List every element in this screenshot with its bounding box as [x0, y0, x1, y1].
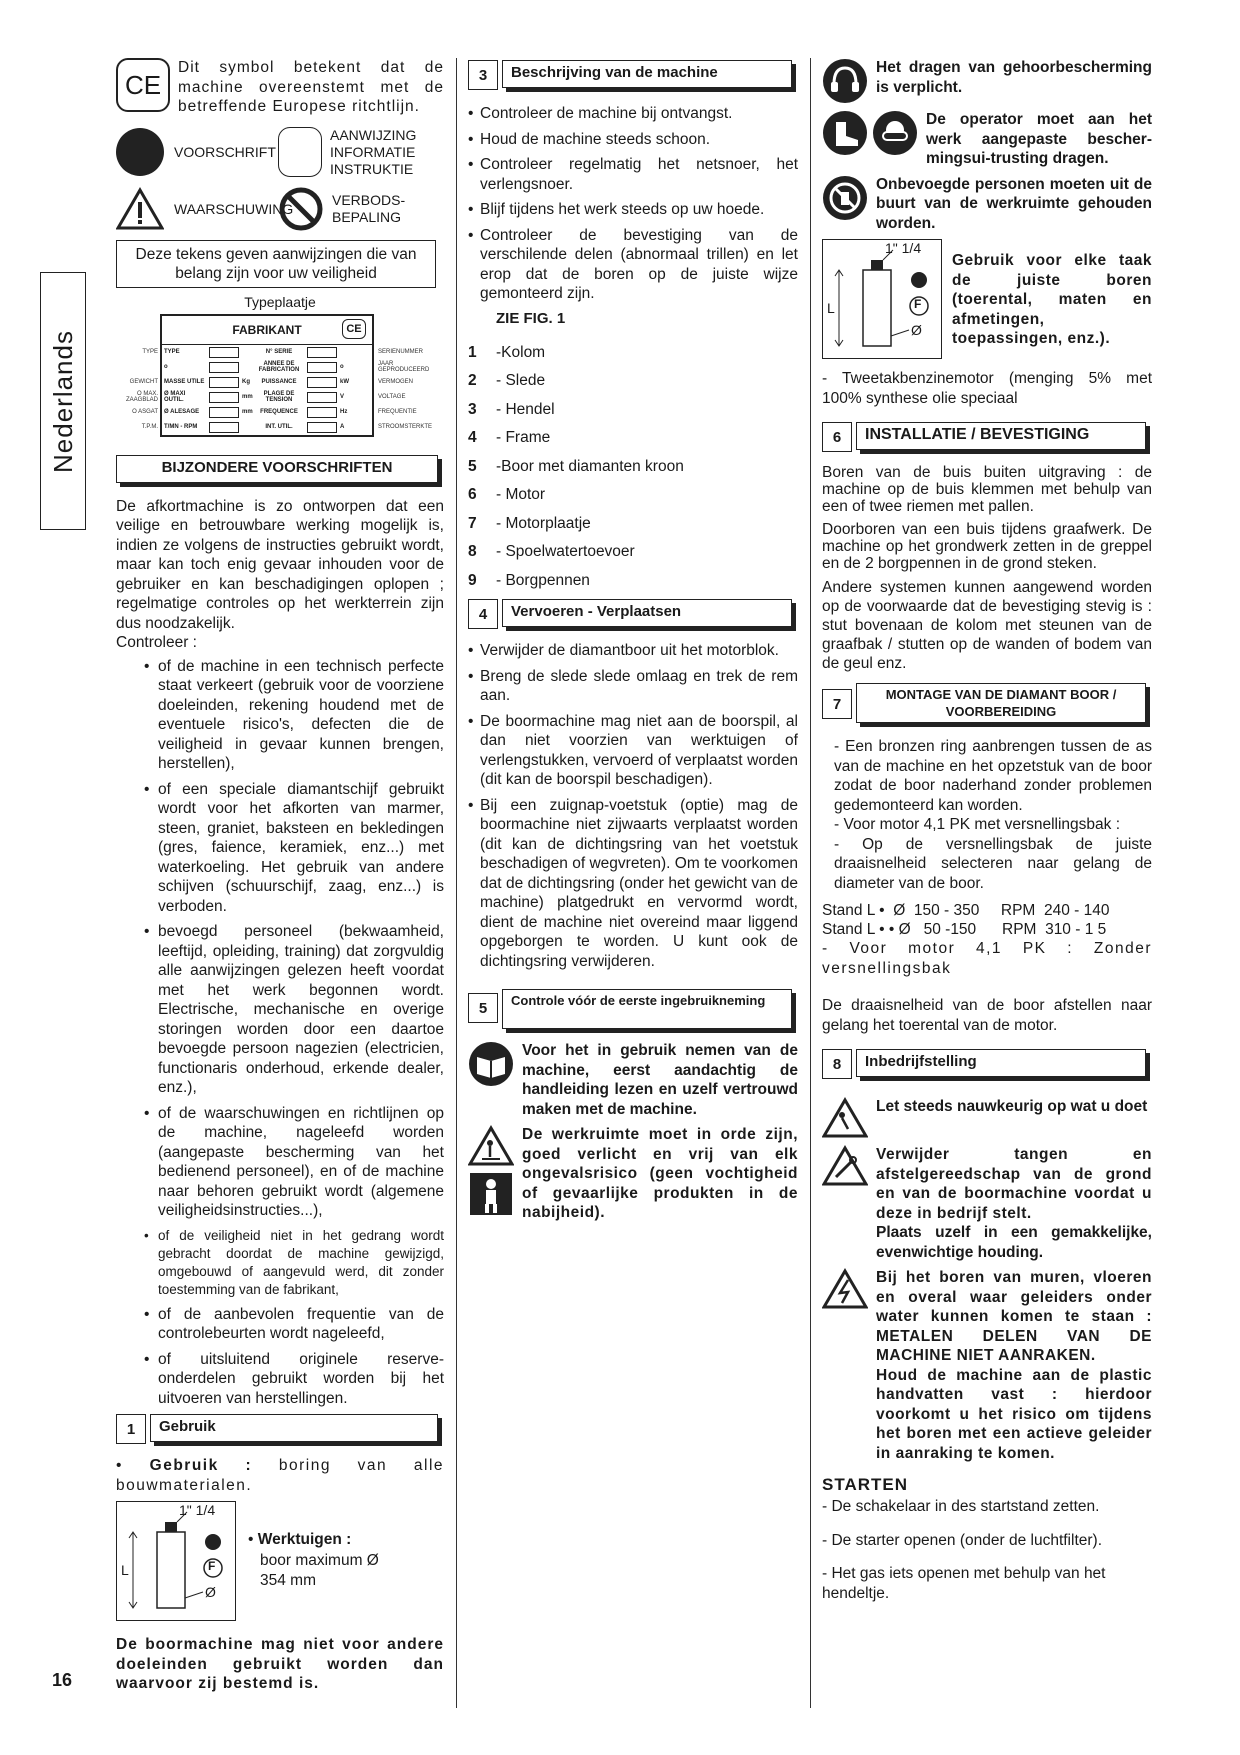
controleer-item: • of de veiligheid niet in het gedrang wordt gebracht doordat de machine gewijzigd, omgebouwd of aangevuld werd, dit zonder toestemming van de fabrikant,	[116, 1227, 444, 1299]
column-2	[468, 58, 798, 1229]
information-icon	[278, 127, 322, 177]
part-label: - Slede	[496, 372, 546, 389]
part-label: - Motorplaatje	[496, 514, 591, 532]
part-item	[468, 485, 798, 504]
column-divider-1	[456, 58, 457, 1708]
start-step: - De starter openen (onder de luchtfilter).	[822, 1531, 1102, 1549]
plate-cell	[209, 377, 239, 388]
plate-cell	[209, 362, 239, 373]
remove-tools-text: Verwijder tangen en afstelgereedschap van de grond en van de boormachine voordat u deze in bedrijf stelt.	[876, 1146, 1152, 1222]
voorschrift-label: VOORSCHRIFT	[174, 144, 276, 160]
controleer-item: • of de machine in een technisch perfecte staat verkeert (gebruik voor de voorziene doeleinden, rekening houdend met de eventuele risico's, defecten die de veiligheid in gevaar kunnen brengen, herstellen),	[116, 657, 444, 774]
drill-bit-diagram-2	[822, 239, 942, 359]
metal-parts-text: Bij het boren van muren, vloeren en overal waar geleiders onder water kunnen komen te staan : METALEN DELEN VAN DE MACHINE NIET AANRAKEN.	[876, 1269, 1152, 1364]
language-tab	[40, 272, 86, 530]
section-4-list	[468, 641, 798, 971]
part-number: 8	[468, 543, 477, 560]
section-6-header	[822, 422, 1152, 452]
safety-goggles-icon	[872, 110, 918, 156]
plate-field-2: PLAGE DE TENSION	[263, 391, 295, 403]
plate-row	[142, 345, 424, 360]
plate-unit-1: mm	[242, 394, 253, 400]
section-7-list	[822, 737, 1152, 893]
plate-cell	[209, 392, 239, 403]
part-item	[468, 343, 798, 362]
aanwijzing-label: AANWIJZING INFORMATIE INSTRUKTIE	[330, 126, 417, 177]
section-7-number: 7	[822, 689, 852, 719]
section-6-p1: Boren van de buis buiten uitgraving : de machine op de buis klemmen met behulp van een of twee riemen met pallen.	[822, 464, 1152, 515]
plate-header	[162, 316, 372, 345]
drill-f-label-2: F	[914, 297, 922, 311]
plate-label-right: VOLTAGE	[378, 394, 406, 400]
drill-f-label: F	[208, 1559, 216, 1573]
ear-protection-text: Het dragen van gehoorbescherming is verplicht.	[876, 59, 1152, 96]
section-3-item: • Controleer regelmatig het netsnoer, het verlengsnoer.	[468, 155, 798, 194]
start-step: - De schakelaar in des startstand zetten.	[822, 1498, 1100, 1515]
controleer-label: Controleer :	[116, 634, 197, 651]
plate-field-2: N° SERIE	[265, 349, 293, 355]
part-label: - Spoelwatertoevoer	[496, 543, 635, 560]
part-item	[468, 571, 798, 590]
plate-row	[141, 420, 433, 435]
column-3	[822, 58, 1152, 1617]
drill-bit-svg	[117, 1502, 235, 1620]
part-label: -Boor met diamanten kroon	[496, 457, 684, 475]
plate-label-right: VERMOGEN	[378, 379, 414, 385]
plate-field-2: PUISSANCE	[261, 379, 297, 385]
ce-mark-label: CE	[124, 69, 162, 100]
gebruik-paragraph: • Gebruik : boring van alle bouwmaterialen.	[116, 1457, 445, 1494]
section-7-item: - Voor motor 4,1 PK met versnellingsbak :	[834, 816, 1121, 833]
warning-triangle-icon	[116, 187, 164, 231]
drill-diameter-label: Ø	[205, 1584, 216, 1600]
section-3-item: • Controleer de machine bij ontvangst.	[468, 104, 798, 124]
remove-tools-row	[822, 1145, 1152, 1262]
gebruik-label: Gebruik :	[149, 1457, 253, 1474]
plate-cell	[307, 407, 337, 418]
plate-label-left: T.P.M.	[141, 424, 158, 430]
plate-label-left: GEWICHT	[129, 379, 158, 385]
drill-length-label-2: L	[827, 300, 835, 316]
part-item	[468, 400, 798, 419]
section-4-item: • Bij een zuignap-voetstuk (optie) mag de boormachine niet zijwaarts verplaatst worden (dit kan de dichtingsring van het voetstuk beschadigen of wegvreten). Om te voorkomen dat de dichtingsring (onder het gewicht van de machine) platgedrukt en vervormd wordt, dient de machine niet overeind maar liggend opgeborgen te worden. U kunt ook de dichtingsring verwijderen.	[468, 796, 798, 972]
section-7-item: - Een bronzen ring aanbrengen tussen de as van de machine en het opzetstuk van de boor zodat de boor naderhand zonder problemen gedemonteerd kan worden.	[834, 738, 1152, 814]
typeplaat-title: Typeplaatje	[244, 293, 316, 310]
read-manual-row	[468, 1041, 798, 1119]
controleer-item: • of de aanbevolen frequentie van de controlebeurten wordt nageleefd,	[116, 1305, 444, 1344]
plate-row	[129, 375, 414, 390]
plate-label-right: JAAR GEPRODUCEERD	[378, 361, 430, 373]
plate-unit-2: Hz	[340, 409, 348, 415]
work-area-warning-icon	[468, 1125, 514, 1167]
verbods-label: VERBODS- BEPALING	[332, 191, 406, 225]
section-8-number: 8	[822, 1049, 852, 1079]
electric-row	[822, 1268, 1152, 1463]
werktuigen-label: Werktuigen :	[257, 1531, 352, 1548]
drill-bit-diagram-1	[116, 1501, 236, 1621]
plate-label-right: SERIENUMMER	[378, 349, 424, 355]
plate-unit-2: kW	[340, 379, 349, 385]
werktuigen-text: boor maximum Ø 354 mm	[260, 1552, 379, 1589]
stand-2: Stand L • • Ø 50 -150 RPM 310 - 1 5	[822, 921, 1107, 938]
plate-label-left: O ASGAT	[132, 409, 158, 415]
plate-label-right: FREQUENTIE	[378, 409, 417, 415]
parts-list	[468, 343, 798, 590]
plate-field-2: INT. UTIL.	[265, 424, 293, 430]
section-8-title: Inbedrijfstelling	[856, 1049, 1146, 1077]
part-label: - Borgpennen	[496, 571, 590, 589]
plate-unit-2: V	[340, 394, 345, 400]
attention-row	[822, 1097, 1152, 1139]
use-warning: De boormachine mag niet voor andere doeleinden gebruikt worden dan waarvoor zij bestemd is.	[116, 1636, 444, 1692]
plate-field-2: FREQUENCE	[260, 409, 298, 415]
ce-mark-icon	[116, 58, 170, 112]
section-4-number: 4	[468, 599, 498, 629]
two-stroke-text: - Tweetakbenzinemotor (menging 5% met 100% synthese olie speciaal	[822, 370, 1152, 407]
section-3-item: • Controleer de bevestiging van de verschilende delen (abnormaal trillen) en let erop dat de boren op de juiste wijze gemonteerd zijn.	[468, 226, 798, 304]
controleer-list	[116, 657, 444, 1409]
part-label: - Hendel	[496, 400, 555, 418]
part-item	[468, 542, 798, 561]
controleer-item: • of een speciale diamantschijf gebruikt wordt voor het afkorten van marmer, steen, graniet, baksteen en bekledingen (gres, faience, keramiek, enz...) met waterkoeling. Het gebruik van andere schijven (schuurschijf, zaag, enz...) is verboden.	[116, 780, 444, 917]
bijzondere-title: BIJZONDERE VOORSCHRIFTEN	[116, 455, 438, 483]
tools-warning-icon	[822, 1145, 868, 1187]
drill-bit-svg-2	[823, 240, 941, 358]
attention-text: Let steeds nauwkeurig op wat u doet	[876, 1098, 1148, 1115]
plate-manufacturer-label: FABRIKANT	[232, 322, 302, 337]
controleer-item: • of de waarschuwingen en richtlijnen op de machine, nageleefd worden (aangepaste bescherming van het bedienend personeel), en of de machine naar behoren gebruikt wordt (algemene veiligheidsinstructies...),	[116, 1104, 444, 1221]
zie-fig: ZIE FIG. 1	[496, 309, 566, 327]
person-zone-icon	[468, 1171, 514, 1217]
gebruik-text: boring van alle bouwmaterialen.	[116, 1457, 445, 1494]
rpm-adjust-text: De draaisnelheid van de boor afstellen naar gelang het toerental van de motor.	[822, 997, 1152, 1034]
drill-size-label-2: 1" 1/4	[885, 240, 922, 256]
section-1-title: Gebruik	[150, 1414, 438, 1442]
workspace-row	[468, 1125, 798, 1223]
section-8-header	[822, 1049, 1152, 1079]
attention-warning-icon	[822, 1097, 868, 1139]
keep-away-text: Onbevoegde personen moeten uit de buurt van de werkruimte gehouden worden.	[876, 175, 1152, 232]
part-label: -Kolom	[496, 343, 546, 361]
column-divider-2	[810, 58, 811, 1708]
section-6-p3: Andere systemen kunnen aangewend worden op de voorwaarde dat de bevestiging stevig is : stut bovenaan de kolom met steunen van de graafbak / stutten op de wanden of bodem van de geul enz.	[822, 579, 1152, 672]
safety-note-box: Deze tekens geven aanwijzingen die van belang zijn voor uw veiligheid	[116, 240, 436, 288]
prohibition-icon	[278, 186, 324, 232]
part-item	[468, 371, 798, 390]
part-number: 4	[468, 429, 477, 446]
section-1-number: 1	[116, 1414, 146, 1444]
type-plate	[125, 314, 433, 437]
section-4-item: • Verwijder de diamantboor uit het motorblok.	[468, 641, 798, 661]
page-number: 16	[52, 1670, 73, 1690]
bijzondere-header	[116, 455, 444, 485]
part-number: 3	[468, 400, 477, 418]
read-manual-text: Voor het in gebruik nemen van de machine, eerst aandachtig de handleiding lezen en uzelf vertrouwd maken met de machine.	[522, 1042, 798, 1118]
plate-unit-2: o	[340, 364, 344, 370]
plate-row	[132, 405, 417, 420]
mandatory-icon	[116, 128, 164, 176]
plastic-handles-text: Houd de machine aan de plastic handvatten vast : hierdoor voorkomt u het risico om tijdens het boren met een actieve geleider in aanraking te komen.	[876, 1366, 1152, 1462]
start-steps	[822, 1497, 1152, 1603]
part-number: 9	[468, 571, 477, 589]
plate-cell	[307, 377, 337, 388]
werktuigen-line: • Werktuigen :	[248, 1531, 352, 1548]
correct-drill-text: Gebruik voor elke taak de juiste boren (toerental, maten en afmetingen, toepassingen, enz.).	[952, 252, 1152, 347]
plate-field-2: ANNEE DE FABRICATION	[258, 361, 300, 373]
section-3-title: Beschrijving van de machine	[502, 60, 792, 88]
section-1-header	[116, 1414, 444, 1444]
section-6-title: INSTALLATIE / BEVESTIGING	[856, 422, 1146, 450]
waarschuwing-label: WAARSCHUWING	[174, 200, 294, 217]
plate-cell	[209, 422, 239, 433]
section-7-header	[822, 683, 1152, 725]
zonder-text: - Voor motor 4,1 PK : Zonder versnellingsbak	[822, 940, 1152, 977]
plate-field-1: Ø ALESAGE	[164, 409, 200, 415]
plate-ce-icon: CE	[342, 319, 366, 339]
plate-label-left: O MAX. ZAAGBLAD	[125, 391, 158, 403]
part-label: - Motor	[496, 486, 546, 503]
section-4-header	[468, 599, 798, 629]
part-item	[468, 514, 798, 533]
keep-away-icon	[822, 175, 868, 221]
column-1	[116, 58, 444, 1702]
controleer-item: • bevoegd personeel (bekwaamheid, leeftijd, opleiding, training) dat zorgvuldig alle aanwijzingen gelezen heeft voordat met het werk begonnen wordt. Electrische, mechanische en overige storingen worden door een daartoe bevoegde persoon nagezien (electricien, functionaris onderhoud, erkende dealer, enz.),	[116, 922, 444, 1098]
drill-length-label: L	[121, 1562, 129, 1578]
part-number: 1	[468, 343, 477, 361]
section-3-item: • Blijf tijdens het werk steeds op uw hoede.	[468, 200, 798, 220]
controleer-item: • of uitsluitend originele reserve-onderdelen gebruikt worden bij het uitvoeren van herstellingen.	[116, 1350, 444, 1409]
plate-cell	[307, 422, 337, 433]
ce-text: Dit symbol betekent dat de machine overeenstemt met de betreffende Europese ritchtlijn.	[178, 59, 444, 115]
plate-row	[162, 360, 430, 375]
intro-paragraph: De afkortmachine is zo ontworpen dat een veilige en betrouwbare werking mogelijk is, indien ze volgens de instructies gebruikt wordt, maar kan toch enig gevaar inhouden voor de gebruiker en kan beschadigingen oplopen ; regelmatige controles op het werkterrein zijn dus noodzakelijk.	[116, 497, 444, 632]
workspace-text: De werkruimte moet in orde zijn, goed verlicht en vrij van elk ongevalsrisico (geen vochtigheid of gevaarlijke produkten in de nabijheid).	[522, 1126, 798, 1221]
section-3-header	[468, 60, 798, 90]
protective-clothing-row	[822, 110, 1152, 169]
plate-field-1: TYPE	[164, 349, 180, 355]
section-5-title: Controle vóór de eerste ingebruikneming	[502, 989, 792, 1029]
plate-cell	[307, 362, 337, 373]
part-number: 7	[468, 514, 477, 532]
safety-boot-icon	[822, 110, 868, 156]
section-7-title: MONTAGE VAN DE DIAMANT BOOR / VOORBEREIDING	[856, 683, 1146, 723]
section-6-number: 6	[822, 422, 852, 452]
electric-shock-warning-icon	[822, 1268, 868, 1310]
keep-away-row	[822, 175, 1152, 234]
drill-size-label: 1" 1/4	[179, 1502, 216, 1518]
starten-heading: STARTEN	[822, 1475, 909, 1494]
drill-diameter-label-2: Ø	[911, 322, 922, 338]
plate-field-1: T/MN - RPM	[164, 424, 198, 430]
section-4-title: Vervoeren - Verplaatsen	[502, 599, 792, 627]
start-step: - Het gas iets openen met behulp van het hendeltje.	[822, 1565, 1106, 1602]
part-item	[468, 428, 798, 447]
plate-cell	[307, 347, 337, 358]
plate-row	[125, 390, 406, 405]
plate-unit-1: Kg	[242, 379, 250, 385]
plate-unit-2: A	[340, 424, 345, 430]
language-label: Nederlands	[47, 329, 78, 473]
protective-clothing-text: De operator moet aan het werk aangepaste bescher-mingsui-trusting dragen.	[926, 111, 1152, 167]
plate-field-1: Ø MAXI OUTIL.	[164, 391, 186, 403]
plate-cell	[307, 392, 337, 403]
read-manual-icon	[468, 1041, 514, 1087]
plate-field-1: o	[164, 364, 168, 370]
ear-protection-row	[822, 58, 1152, 104]
ear-protection-icon	[822, 58, 868, 104]
plate-label-left: TYPE	[142, 349, 158, 355]
part-item	[468, 457, 798, 476]
plate-field-1: MASSE UTILE	[164, 379, 205, 385]
section-6-p2: Doorboren van een buis tijdens graafwerk. De machine op het grondwerk zetten in de greppel en de 2 borgpennen in de grond steken.	[822, 521, 1152, 572]
section-4-item: • De boormachine mag niet aan de boorspil, al dan niet voorzien van werktuigen of verlengstukken, vervoerd of verplaatst worden (dit kan de boorspil beschadigen).	[468, 712, 798, 790]
part-number: 5	[468, 457, 477, 475]
plate-cell	[209, 407, 239, 418]
section-4-item: • Breng de slede slede omlaag en trek de rem aan.	[468, 667, 798, 706]
section-3-list	[468, 104, 798, 304]
section-7-item: - Op de versnellingsbak de juiste draaisnelheid selecteren naar gelang de diameter van de boor.	[834, 835, 1152, 892]
plate-cell	[209, 347, 239, 358]
section-5-number: 5	[468, 993, 498, 1023]
stand-1: Stand L • Ø 150 - 350 RPM 240 - 140	[822, 902, 1110, 919]
section-3-number: 3	[468, 60, 498, 90]
plate-unit-1: mm	[242, 409, 253, 415]
part-number: 6	[468, 486, 477, 503]
section-3-item: • Houd de machine steeds schoon.	[468, 130, 798, 150]
part-number: 2	[468, 372, 477, 389]
plate-label-right: STROOMSTERKTE	[378, 424, 433, 430]
part-label: - Frame	[496, 429, 551, 446]
section-5-header	[468, 989, 798, 1029]
posture-text: Plaats uzelf in een gemakkelijke, evenwichtige houding.	[876, 1224, 1152, 1261]
